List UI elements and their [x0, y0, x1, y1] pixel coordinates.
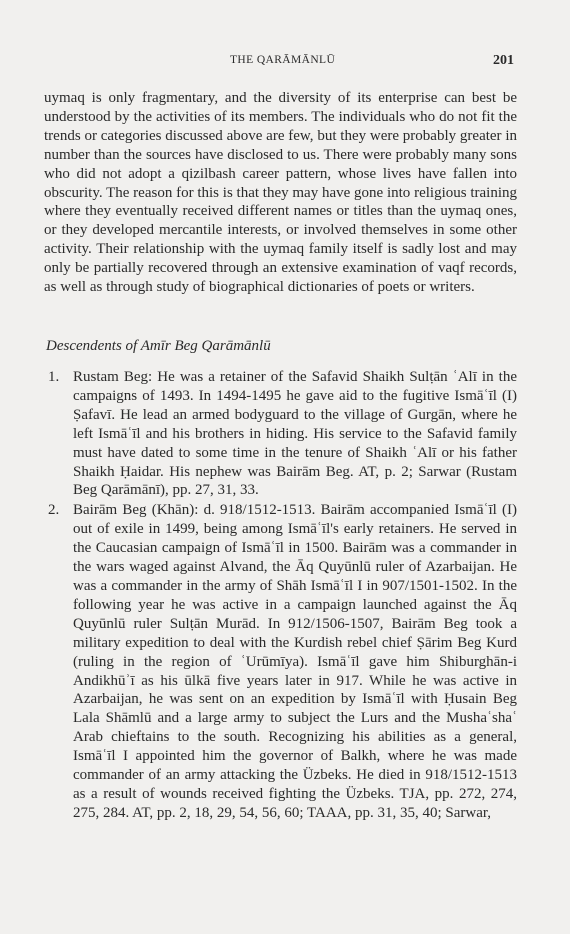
entry-text: Rustam Beg: He was a retainer of the Safavid Shaikh Sulṭān ʿAlī in the campaigns of 1493. In 1494-1495 he gave aid to the fugitive Ismāʿīl (I) Ṣafavī. He lead an armed bodyguard to the village of Gurgān, where he left Ismāʿīl and his brothers in hiding. His service to the Safavid family must have dated to some time in the tenure of Shaikh ʿAlī or his father Shaikh Ḥaidar. His nephew was Bairām Beg. AT, p. 2; Sarwar (Rustam Beg Qarāmānī), pp. 27, 31, 33.: [73, 369, 517, 499]
paragraph-text: uymaq is only fragmentary, and the diversity of its enterprise can best be understood by the activities of its members. The individuals who do not fit the trends or categories discussed above are few, but they were probably greater in number than the sources have disclosed to us. There were probably many sons who did not adopt a qizilbash career pattern, whose lives have fallen into obscurity. The reason for this is that they may have gone into religious training where they eventually received different names or titles than the uymaq ones, or they developed mercantile interests, or involved themselves in some other activity. Their relationship with the uymaq family itself is sadly lost and may only be partially recovered through an extensive examination of vaqf records, as well as through study of biographical dictionaries of poets or writers.: [44, 90, 517, 296]
entry-number: 1.: [48, 369, 60, 385]
section-heading: Descendents of Amīr Beg Qarāmānlū: [46, 338, 271, 354]
page-number: 201: [493, 53, 514, 68]
list-item: [44, 501, 517, 822]
descendants-list: [44, 368, 517, 824]
list-item: [44, 368, 517, 500]
body-paragraph: [44, 89, 517, 297]
running-head: [0, 54, 570, 74]
entry-number: 2.: [48, 502, 60, 519]
running-title: THE QARĀMĀNLŪ: [230, 54, 336, 66]
entry-text: Bairām Beg (Khān): d. 918/1512-1513. Bairām accompanied Ismāʿīl (I) out of exile in 1499, being among Ismāʿīl's early retainers. He served in the Caucasian campaign of Ismāʿīl in 1500. Bairām was a commander in the wars waged against Alvand, the Āq Quyūnlū ruler of Azarbaijan. He was a commander in the army of Shāh Ismāʿīl I in 907/1501-1502. In the following year he was active in a campaign launched against the Āq Quyūnlū ruler Sulṭān Murād. In 912/1506-1507, Bairām Beg took a military expedition to deal with the Kurdish rebel chief Ṣārim Beg Kurd (ruling in the region of ʿUrūmīya). Ismāʿīl gave him Shiburghān-i Andikhūʾī as his ūlkā five years later in 917. While he was active in Azarbaijan, he was sent on an expedition by Ismāʿīl with Ḥusain Beg Lala Shāmlū and a large army to subject the Lurs and the Mushaʿshaʿ Arab chieftains to the south. Recognizing his abilities as a general, Ismāʿīl I appointed him the governor of Balkh, where he was made commander of an army attacking the Üzbeks. He died in 918/1512-1513 as a result of wounds received fighting the Üzbeks. TJA, pp. 272, 274, 275, 284. AT, pp. 2, 18, 29, 54, 56, 60; TAAA, pp. 31, 35, 40; Sarwar,: [73, 502, 517, 821]
